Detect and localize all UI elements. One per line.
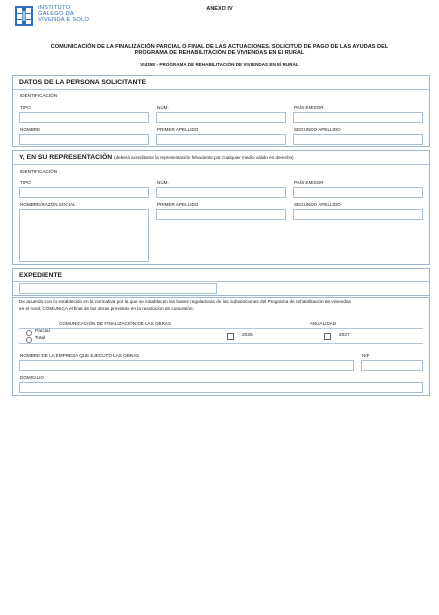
applicant-primer-apellido-field[interactable] <box>156 134 286 145</box>
expediente-section <box>12 268 430 296</box>
empresa-label: NOMBRE DE LA EMPRESA QUE EJECUTÓ LAS OBRAS <box>20 353 140 358</box>
rep-num-field[interactable] <box>156 187 286 198</box>
total-radio[interactable] <box>26 337 32 343</box>
num-label: NÚM. <box>157 105 169 110</box>
applicant-nombre-field[interactable] <box>19 134 149 145</box>
parcial-label: Parcial <box>35 329 50 334</box>
document-subtitle: VI435E - PROGRAMA DE REHABILITACIÓN DE VIVIENDAS EN El RURAL <box>140 62 299 67</box>
obras-column-header: COMUNICACIÓN DE FINALIZACIÓN DE LAS OBRAS <box>58 321 172 326</box>
anualidad-column-header: ANUALIDAD <box>309 321 337 326</box>
razon-social-label: NOMBRE/RAZÓN SOCIAL <box>20 202 76 207</box>
applicant-pais-field[interactable] <box>293 112 423 123</box>
nombre-label: NOMBRE <box>20 127 41 132</box>
primer-apellido-label: PRIMER APELLIDO <box>157 202 199 207</box>
divider <box>19 328 423 329</box>
total-label: Total <box>35 336 46 341</box>
expediente-field[interactable] <box>19 283 217 294</box>
parcial-radio[interactable] <box>26 330 32 336</box>
rep-pais-field[interactable] <box>293 187 423 198</box>
nif-field[interactable] <box>361 360 423 371</box>
nif-label: NIF <box>362 353 370 358</box>
tipo-label: TIPO <box>20 180 31 185</box>
representation-note: (deberá acreditarse la representación fehaciente por cualquier medio válido en derecho) <box>114 155 294 160</box>
segundo-apellido-label: SEGUNDO APELLIDO <box>294 127 341 132</box>
applicant-section <box>12 75 430 147</box>
primer-apellido-label: PRIMER APELLIDO <box>157 127 199 132</box>
rep-segundo-apellido-field[interactable] <box>293 209 423 220</box>
segundo-apellido-label: SEGUNDO APELLIDO <box>294 202 341 207</box>
year-2027-label: 2027 <box>339 333 350 338</box>
communication-section <box>12 297 430 396</box>
logo-text: INSTITUTO GALEGO DA VIVENDA E SOLO <box>38 5 90 24</box>
year-2027-checkbox[interactable] <box>324 333 331 340</box>
year-2026-label: 2026 <box>242 333 253 338</box>
representation-section <box>12 150 430 265</box>
rep-tipo-field[interactable] <box>19 187 149 198</box>
divider <box>19 343 423 344</box>
num-label: NÚM. <box>157 180 169 185</box>
document-title: COMUNICACIÓN DE LA FINALIZACIÓN PARCIAL O FINAL DE LAS ACTUACIONES. SOLICITUD DE PAGO DE LAS AYUDAS DEL PROGRAMA DE REHABILITACIÓN DE VIVIENDAS EN El RURAL <box>50 44 389 57</box>
divider <box>13 281 429 282</box>
pais-label: PAÍS EMISOR <box>294 180 324 185</box>
tipo-label: TIPO <box>20 105 31 110</box>
section-title: EXPEDIENTE <box>19 272 63 279</box>
applicant-segundo-apellido-field[interactable] <box>293 134 423 145</box>
section-title: Y, EN SU REPRESENTACIÓN (deberá acreditarse la representación fehaciente por cualquier medio válido en derecho) <box>19 154 294 161</box>
year-2026-checkbox[interactable] <box>227 333 234 340</box>
identification-label: IDENTIFICACIÓN <box>20 169 58 174</box>
pais-label: PAÍS EMISOR <box>294 105 324 110</box>
empresa-field[interactable] <box>19 360 354 371</box>
applicant-num-field[interactable] <box>156 112 286 123</box>
domicilio-field[interactable] <box>19 382 423 393</box>
rep-razon-social-field[interactable] <box>19 209 149 262</box>
rep-primer-apellido-field[interactable] <box>156 209 286 220</box>
divider <box>13 89 429 90</box>
divider <box>13 164 429 165</box>
identification-label: IDENTIFICACIÓN <box>20 93 58 98</box>
annex-label: ANEXO IV <box>206 6 233 12</box>
communication-paragraph: De acuerdo con lo establecido en la normativa por la que se establecen las bases reguladoras de las subvenciones del Programa de rehabilitación de viviendas en el rural, COMUNICA el final de las obras previstas en la resolución de concesión: <box>19 299 351 311</box>
domicilio-label: DOMICILIO <box>20 375 44 380</box>
section-title: DATOS DE LA PERSONA SOLICITANTE <box>19 79 147 86</box>
applicant-tipo-field[interactable] <box>19 112 149 123</box>
